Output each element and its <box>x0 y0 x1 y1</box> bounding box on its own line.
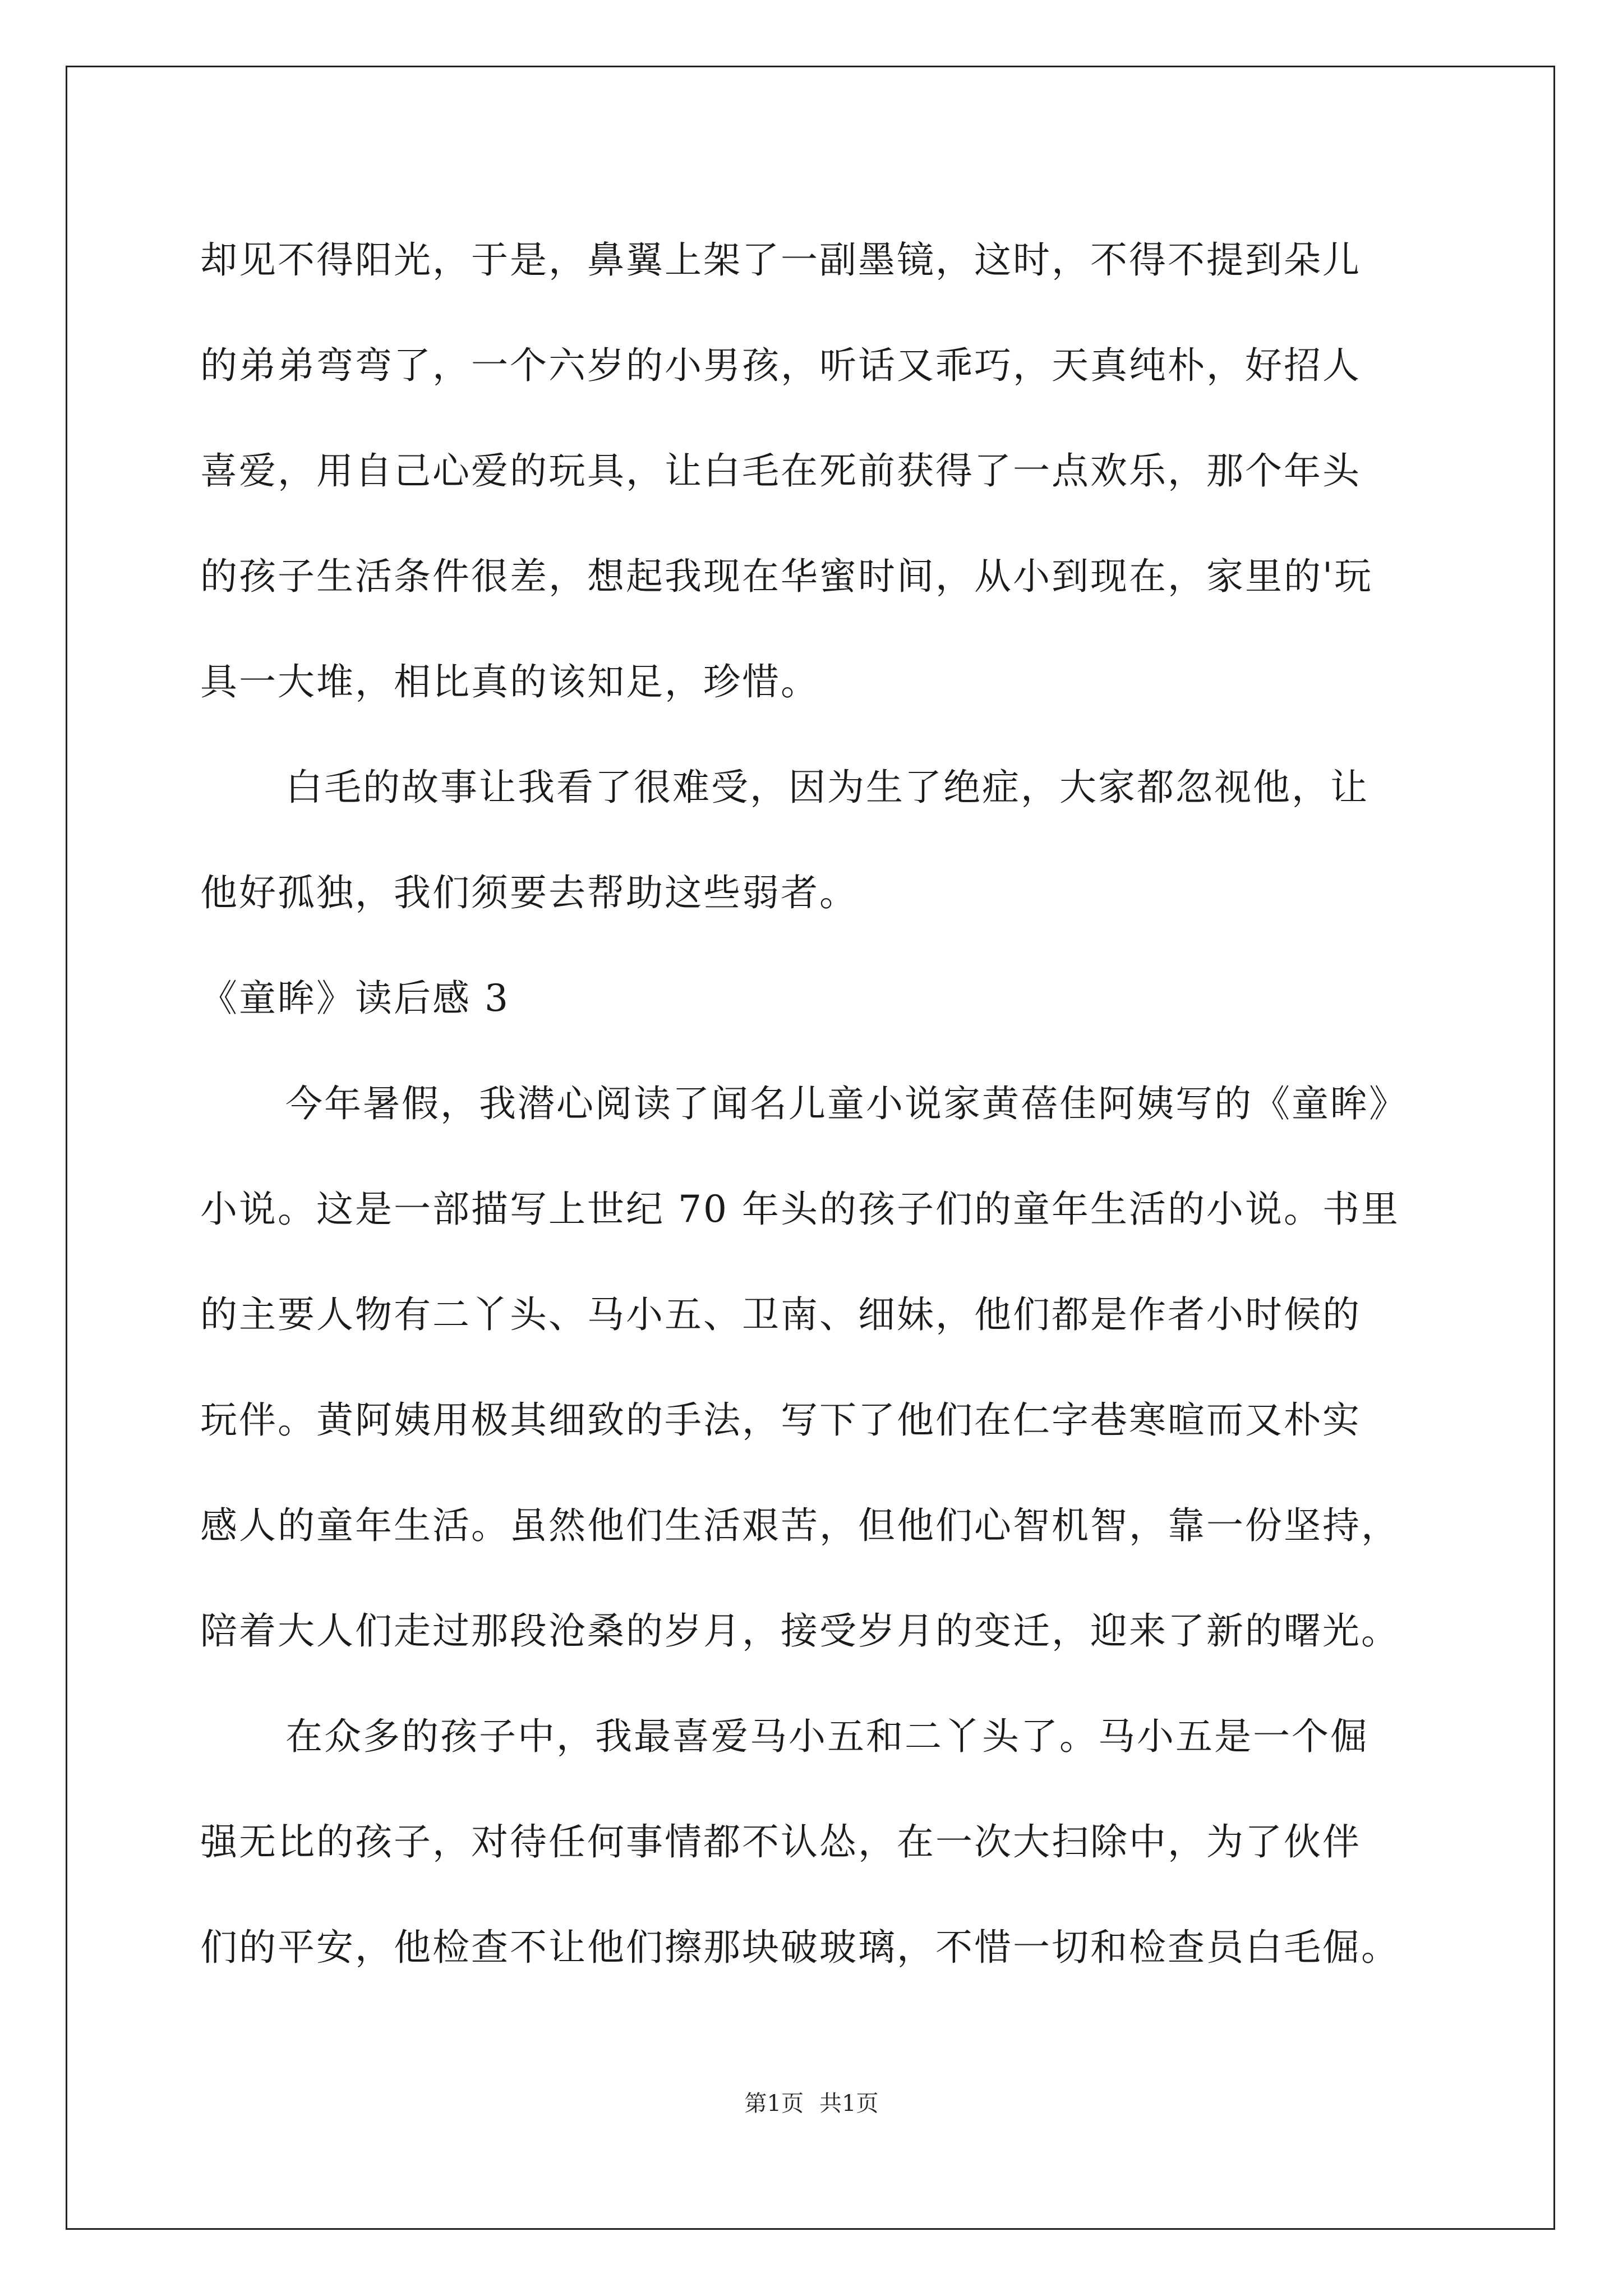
section-heading: 《童眸》读后感 3 <box>200 977 510 1020</box>
document-body <box>200 208 1434 2000</box>
text-line: 却见不得阳光，于是，鼻翼上架了一副墨镜，这时，不得不提到朵儿 <box>200 238 1361 282</box>
text-line: 陪着大人们走过那段沧桑的岁月，接受岁月的变迁，迎来了新的曙光。 <box>200 1609 1400 1653</box>
paragraph-start-line: 在众多的孩子中，我最喜爱马小五和二丫头了。马小五是一个倔 <box>285 1715 1369 1758</box>
page-number: 第1页 <box>744 2091 804 2116</box>
text-line: 的弟弟弯弯了，一个六岁的小男孩，听话又乖巧，天真纯朴，好招人 <box>200 344 1361 387</box>
text-line: 小说。这是一部描写上世纪 70 年头的孩子们的童年生活的小说。书里 <box>200 1188 1400 1231</box>
text-line: 感人的童年生活。虽然他们生活艰苦，但他们心智机智，靠一份坚持， <box>200 1504 1400 1547</box>
paragraph-start-line: 白毛的故事让我看了很难受，因为生了绝症，大家都忽视他，让 <box>285 766 1369 809</box>
text-line: 喜爱，用自己心爱的玩具，让白毛在死前获得了一点欢乐，那个年头 <box>200 449 1361 493</box>
text-line: 的孩子生活条件很差，想起我现在华蜜时间，从小到现在，家里的'玩 <box>200 555 1373 598</box>
page-total: 共1页 <box>819 2091 879 2116</box>
text-line: 的主要人物有二丫头、马小五、卫南、细妹，他们都是作者小时候的 <box>200 1293 1361 1336</box>
paragraph-start-line: 今年暑假，我潜心阅读了闻名儿童小说家黄蓓佳阿姨写的《童眸》 <box>285 1082 1408 1125</box>
text-line: 玩伴。黄阿姨用极其细致的手法，写下了他们在仁字巷寒暄而又朴实 <box>200 1398 1361 1442</box>
page-footer <box>0 2086 1623 2118</box>
text-line: 具一大堆，相比真的该知足，珍惜。 <box>200 660 819 703</box>
text-line: 们的平安，他检查不让他们擦那块破玻璃，不惜一切和检查员白毛倔。 <box>200 1926 1400 1969</box>
text-line: 强无比的孩子，对待任何事情都不认怂，在一次大扫除中，为了伙伴 <box>200 1820 1361 1864</box>
text-line: 他好孤独，我们须要去帮助这些弱者。 <box>200 871 858 914</box>
